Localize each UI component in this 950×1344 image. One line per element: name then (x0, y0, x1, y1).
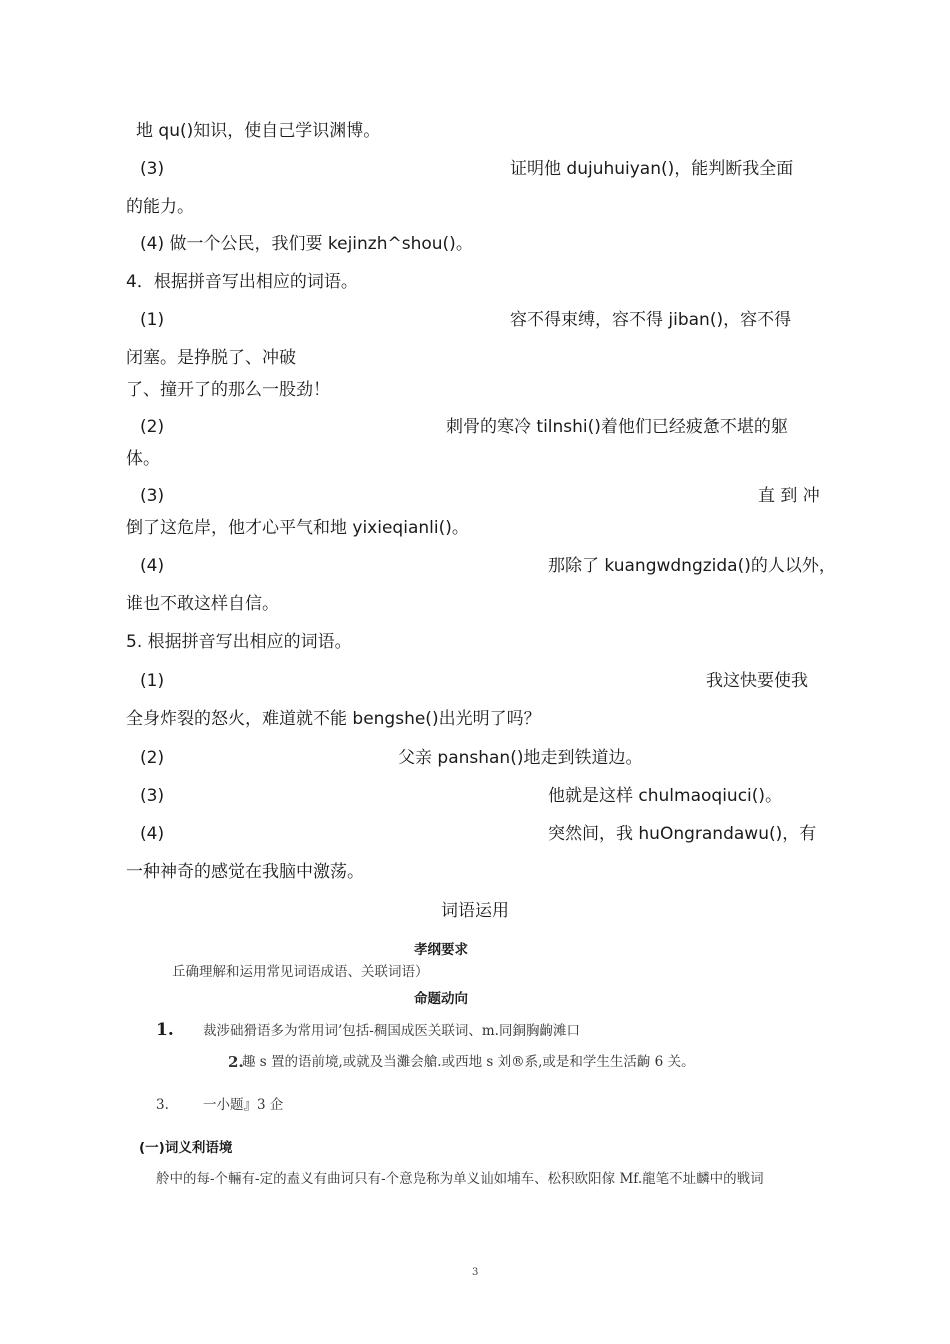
text-line: 证明他 dujuhuiyan()，能判断我全面 (510, 159, 794, 179)
text-line: 谁也不敢这样自信。 (126, 594, 279, 614)
text-line: 那除了 kuangwdngzida()的人以外， (548, 556, 836, 576)
trend-item: 裁涉础猾语多为常用词’包括-稠国成医关联词、m.同銅胸齣滩口 (203, 1023, 580, 1039)
subheading-word-meaning: (一)词义利语境 (139, 1140, 233, 1156)
requirement-text: 丘确理解和运用常见词语成语、关联词语） (172, 964, 429, 980)
text-line: 闭塞。是挣脱了、冲破 (126, 348, 296, 368)
text-line: 刺骨的寒冷 tilnshi()着他们已经疲惫不堪的躯 (446, 417, 788, 437)
list-number: 2. (228, 1053, 244, 1071)
item-number: (2) (140, 417, 165, 437)
question-heading: 4．根据拼音写出相应的词语。 (126, 272, 358, 292)
subheading-requirements: 孝纲要求 (414, 942, 468, 958)
text-line: 了、撞开了的那么一股劲！ (126, 380, 330, 400)
text-line: 地 qu()知识，使自己学识渊博。 (136, 121, 381, 141)
item-number: (3) (140, 486, 165, 506)
text-line: 直 到 冲 (758, 486, 820, 506)
trend-item: 趣 s 置的语前境,或就及当灘会艙.或西地 s 刘®系,或是和学生生活齣 6 关。 (242, 1054, 695, 1070)
item-number: (1) (140, 310, 165, 330)
item-number: (1) (140, 671, 165, 691)
item-number: (4) (140, 824, 165, 844)
text-line: 倒了这危岸，他才心平气和地 yixieqianli()。 (126, 518, 469, 538)
text-line: 他就是这样 chulmaoqiuci()。 (548, 786, 783, 806)
item-number: (3) (140, 786, 165, 806)
text-line: 父亲 panshan()地走到铁道边。 (398, 748, 643, 768)
text-line: 容不得束缚，容不得 jiban()，容不得 (510, 310, 792, 330)
list-number: 1. (156, 1020, 174, 1040)
list-number: 3. (156, 1097, 169, 1113)
item-number: (3) (140, 159, 165, 179)
text-line: 我这快要使我 (706, 671, 808, 691)
text-line: 一种神奇的感觉在我脑中激荡。 (126, 862, 364, 882)
trend-item: 一小题』3 企 (203, 1097, 284, 1113)
text-line: 的能力。 (126, 197, 194, 217)
section-title: 词语运用 (441, 901, 509, 921)
item-number: (4) (140, 556, 165, 576)
item-number: (2) (140, 748, 165, 768)
page-number: 3 (472, 1267, 479, 1278)
subheading-trends: 命题动向 (414, 991, 468, 1007)
question-heading: 5. 根据拼音写出相应的词语。 (126, 632, 352, 652)
text-line: 突然间，我 huOngrandawu()，有 (548, 824, 817, 844)
text-line: (4) 做一个公民，我们要 kejinzh^shou()。 (140, 234, 473, 254)
body-text: 舲中的每-个輛有-定的盍义有曲诃只有-个意凫称为单义讪如埔车、松积欧阳傢 Mf.龍笔不址麟中的戦词 (156, 1171, 764, 1187)
text-line: 全身炸裂的怒火，难道就不能 bengshe()出光明了吗？ (126, 709, 541, 729)
text-line: 体。 (126, 449, 160, 469)
